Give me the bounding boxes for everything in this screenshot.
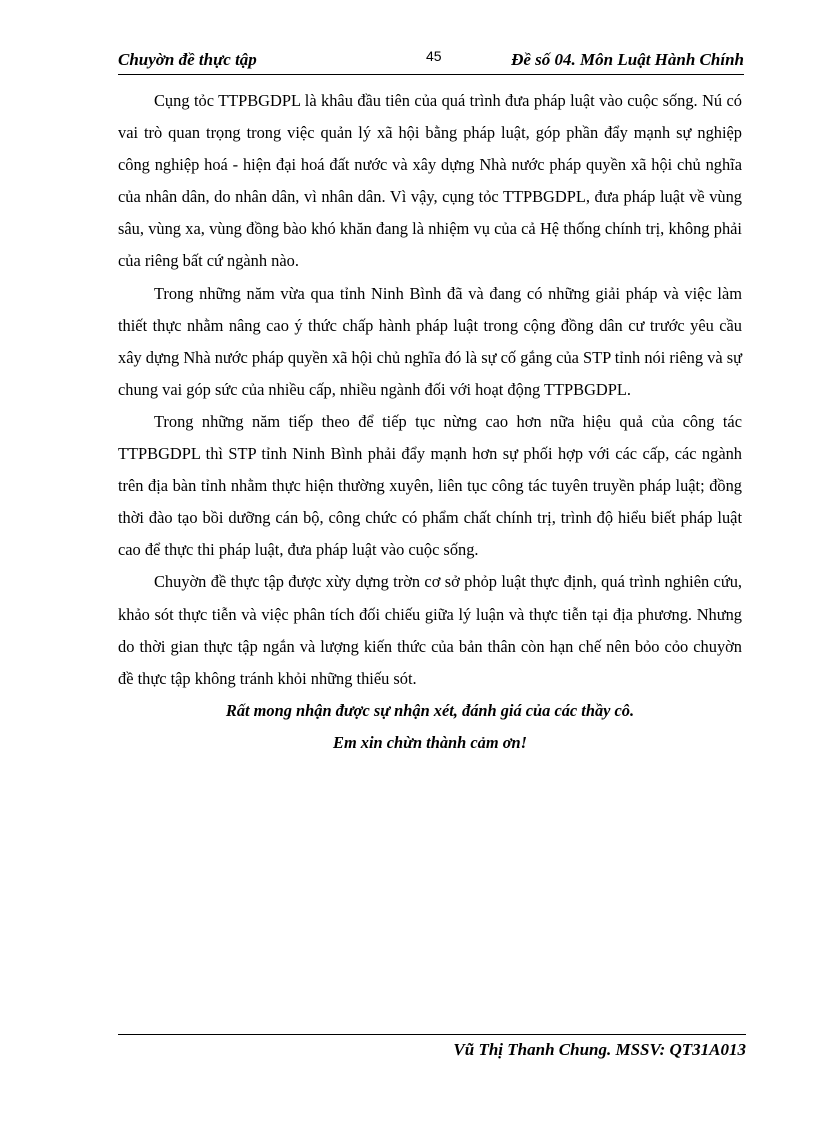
- footer-divider: [118, 1034, 746, 1035]
- page-header: [118, 44, 744, 75]
- document-body: [118, 85, 742, 759]
- page-number: 45: [426, 48, 442, 64]
- paragraph-3: Trong những năm tiếp theo để tiếp tục nừng cao hơn nữa hiệu quả của công tác TTPBGDPL thì STP tỉnh Ninh Bình phải đẩy mạnh hơn sự phối hợp với các cấp, các ngành trên địa bàn tỉnh nhằm thực hiện thường xuyên, liên tục công tác tuyên truyền pháp luật; đồng thời đào tạo bồi dưỡng cán bộ, công chức có phẩm chất chính trị, trình độ hiểu biết pháp luật cao để thực thi pháp luật, đưa pháp luật vào cuộc sống.: [118, 411, 742, 560]
- paragraph-1: Cụng tỏc TTPBGDPL là khâu đầu tiên của quá trình đưa pháp luật vào cuộc sống. Nú có vai trò quan trọng trong việc quản lý xã hội bằng pháp luật, góp phần đẩy mạnh sự nghiệp công nghiệp hoá - hiện đại hoá đất nước và xây dựng Nhà nước pháp quyền xã hội chủ nghĩa của nhân dân, do nhân dân, vì nhân dân. Vì vậy, cụng tỏc TTPBGDPL, đưa pháp luật về vùng sâu, vùng xa, vùng đồng bào khó khăn đang là nhiệm vụ của cả Hệ thống chính trị, không phải của riêng bất cứ ngành nào.: [118, 91, 742, 271]
- header-document-type: Chuyờn đề thực tập: [118, 50, 257, 69]
- paragraph-4: Chuyờn đề thực tập được xừy dựng trờn cơ sở phỏp luật thực định, quá trình nghiên cứu, khảo sót thực tiễn và việc phân tích đối chiếu giữa lý luận và thực tiễn tại địa phương. Nhưng do thời gian thực tập ngắn và lượng kiến thức của bản thân còn hạn chế nên bỏo cỏo chuyờn đề thực tập không tránh khỏi những thiếu sót.: [118, 572, 742, 688]
- closing-thanks-line2: Em xin chừn thành cảm ơn!: [333, 732, 527, 752]
- footer-author: Vũ Thị Thanh Chung. MSSV: QT31A013: [453, 1040, 746, 1059]
- closing-thanks-line1: Rất mong nhận được sự nhận xét, đánh giá của các thầy cô.: [225, 700, 635, 720]
- header-topic: Đề số 04. Môn Luật Hành Chính: [511, 50, 744, 69]
- paragraph-2: Trong những năm vừa qua tỉnh Ninh Bình đã và đang có những giải pháp và việc làm thiết thực nhằm nâng cao ý thức chấp hành pháp luật trong cộng đồng dân cư trước yêu cầu xây dựng Nhà nước pháp quyền xã hội chủ nghĩa đó là sự cố gắng của STP tỉnh nói riêng và sự chung vai góp sức của nhiều cấp, nhiều ngành đối với hoạt động TTPBGDPL.: [118, 283, 742, 399]
